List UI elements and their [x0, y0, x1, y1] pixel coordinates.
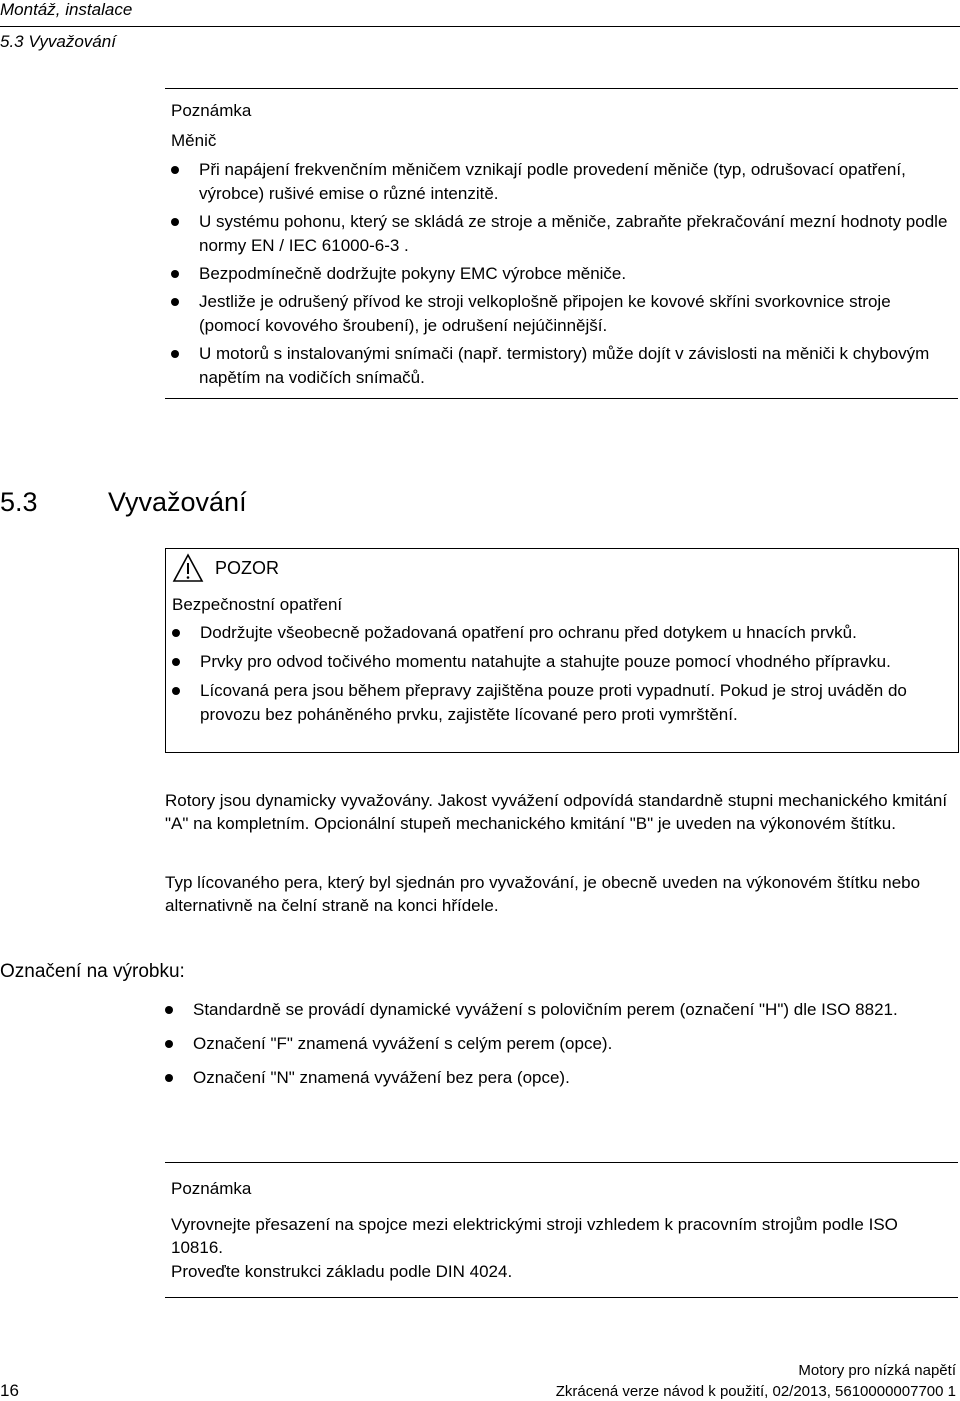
- footer-doc: Zkrácená verze návod k použití, 02/2013, 5610000007700 1: [555, 1383, 956, 1400]
- note-text: Proveďte konstrukci základu podle DIN 4024.: [171, 1262, 513, 1281]
- note-title: Poznámka: [171, 1179, 252, 1198]
- section-number: 5.3: [0, 487, 38, 517]
- list-item: Lícovaná pera jsou během přepravy zajištěna pouze proti vypadnutí. Pokud je stroj uváděn do provozu bez poháněného prvku, zajistěte lícované pero proti vymrštění.: [166, 679, 956, 727]
- list-item: Při napájení frekvenčním měničem vznikají podle provedení měniče (typ, odrušovací opatření, výrobce) rušivé emise o různé intenzitě.: [165, 158, 955, 206]
- list-item: Označení "N" znamená vyvážení bez pera (opce).: [165, 1066, 955, 1090]
- warning-subtitle: Bezpečnostní opatření: [172, 595, 343, 614]
- list-item: Prvky pro odvod točivého momentu natahujte a stahujte pouze pomocí vhodného přípravku.: [166, 650, 956, 674]
- list-item: U motorů s instalovanými snímači (např. termistory) může dojít v závislosti na měniči k chybovým napětím na vodičích snímačů.: [165, 342, 955, 390]
- section-title: Vyvažování: [108, 487, 247, 517]
- warning-list: [166, 621, 956, 727]
- bullet-icon: [165, 1074, 173, 1082]
- bullet-icon: [171, 350, 179, 358]
- bullet-icon: [171, 298, 179, 306]
- list-item: U systému pohonu, který se skládá ze stroje a měniče, zabraňte překračování mezní hodnoty podle normy EN / IEC 61000-6-3 .: [165, 210, 955, 258]
- list-item: Bezpodmínečně dodržujte pokyny EMC výrobce měniče.: [165, 262, 955, 286]
- bullet-icon: [171, 166, 179, 174]
- paragraph: Typ lícovaného pera, který byl sjednán pro vyvažování, je obecně uveden na výkonovém štítku nebo alternativně na čelní straně na konci hřídele.: [165, 873, 921, 915]
- bullet-icon: [165, 1006, 173, 1014]
- bullet-icon: [165, 1040, 173, 1048]
- bullet-icon: [172, 629, 180, 637]
- bullet-icon: [172, 687, 180, 695]
- warning-box: [165, 548, 959, 753]
- warning-triangle-icon: [172, 553, 204, 583]
- footer-product: Motory pro nízká napětí: [798, 1362, 956, 1379]
- header-chapter: Montáž, instalace: [0, 0, 133, 19]
- header-section: 5.3 Vyvažování: [0, 32, 116, 51]
- bullet-icon: [172, 658, 180, 666]
- note-box: [165, 88, 958, 399]
- paragraph: Rotory jsou dynamicky vyvažovány. Jakost vyvážení odpovídá standardně stupni mechanického kmitání "A" na kompletním. Opcionální stupeň mechanického kmitání "B" je uveden na výkonovém štítku.: [165, 791, 948, 833]
- list-item: Standardně se provádí dynamické vyvážení s polovičním perem (označení "H") dle ISO 8821.: [165, 998, 955, 1022]
- bullet-icon: [171, 270, 179, 278]
- note-box: [165, 1162, 958, 1298]
- note-subtitle: Měnič: [171, 131, 217, 150]
- list-item: Dodržujte všeobecně požadovaná opatření pro ochranu před dotykem u hnacích prvků.: [166, 621, 956, 645]
- page-number: 16: [0, 1381, 19, 1400]
- list-item: Označení "F" znamená vyvážení s celým perem (opce).: [165, 1032, 955, 1056]
- warning-label: POZOR: [215, 558, 280, 578]
- note-title: Poznámka: [171, 101, 252, 120]
- bullet-icon: [171, 218, 179, 226]
- marking-list: [165, 998, 955, 1100]
- note-text: Vyrovnejte přesazení na spojce mezi elektrickými stroji vzhledem k pracovním strojům podle ISO 10816.: [171, 1215, 898, 1257]
- marking-heading: Označení na výrobku:: [0, 961, 185, 982]
- list-item: Jestliže je odrušený přívod ke stroji velkoplošně připojen ke kovové skříni svorkovnice stroje (pomocí kovového šroubení), je odrušení nejúčinnější.: [165, 290, 955, 338]
- note-list: [165, 158, 955, 390]
- header-rule: [0, 26, 960, 27]
